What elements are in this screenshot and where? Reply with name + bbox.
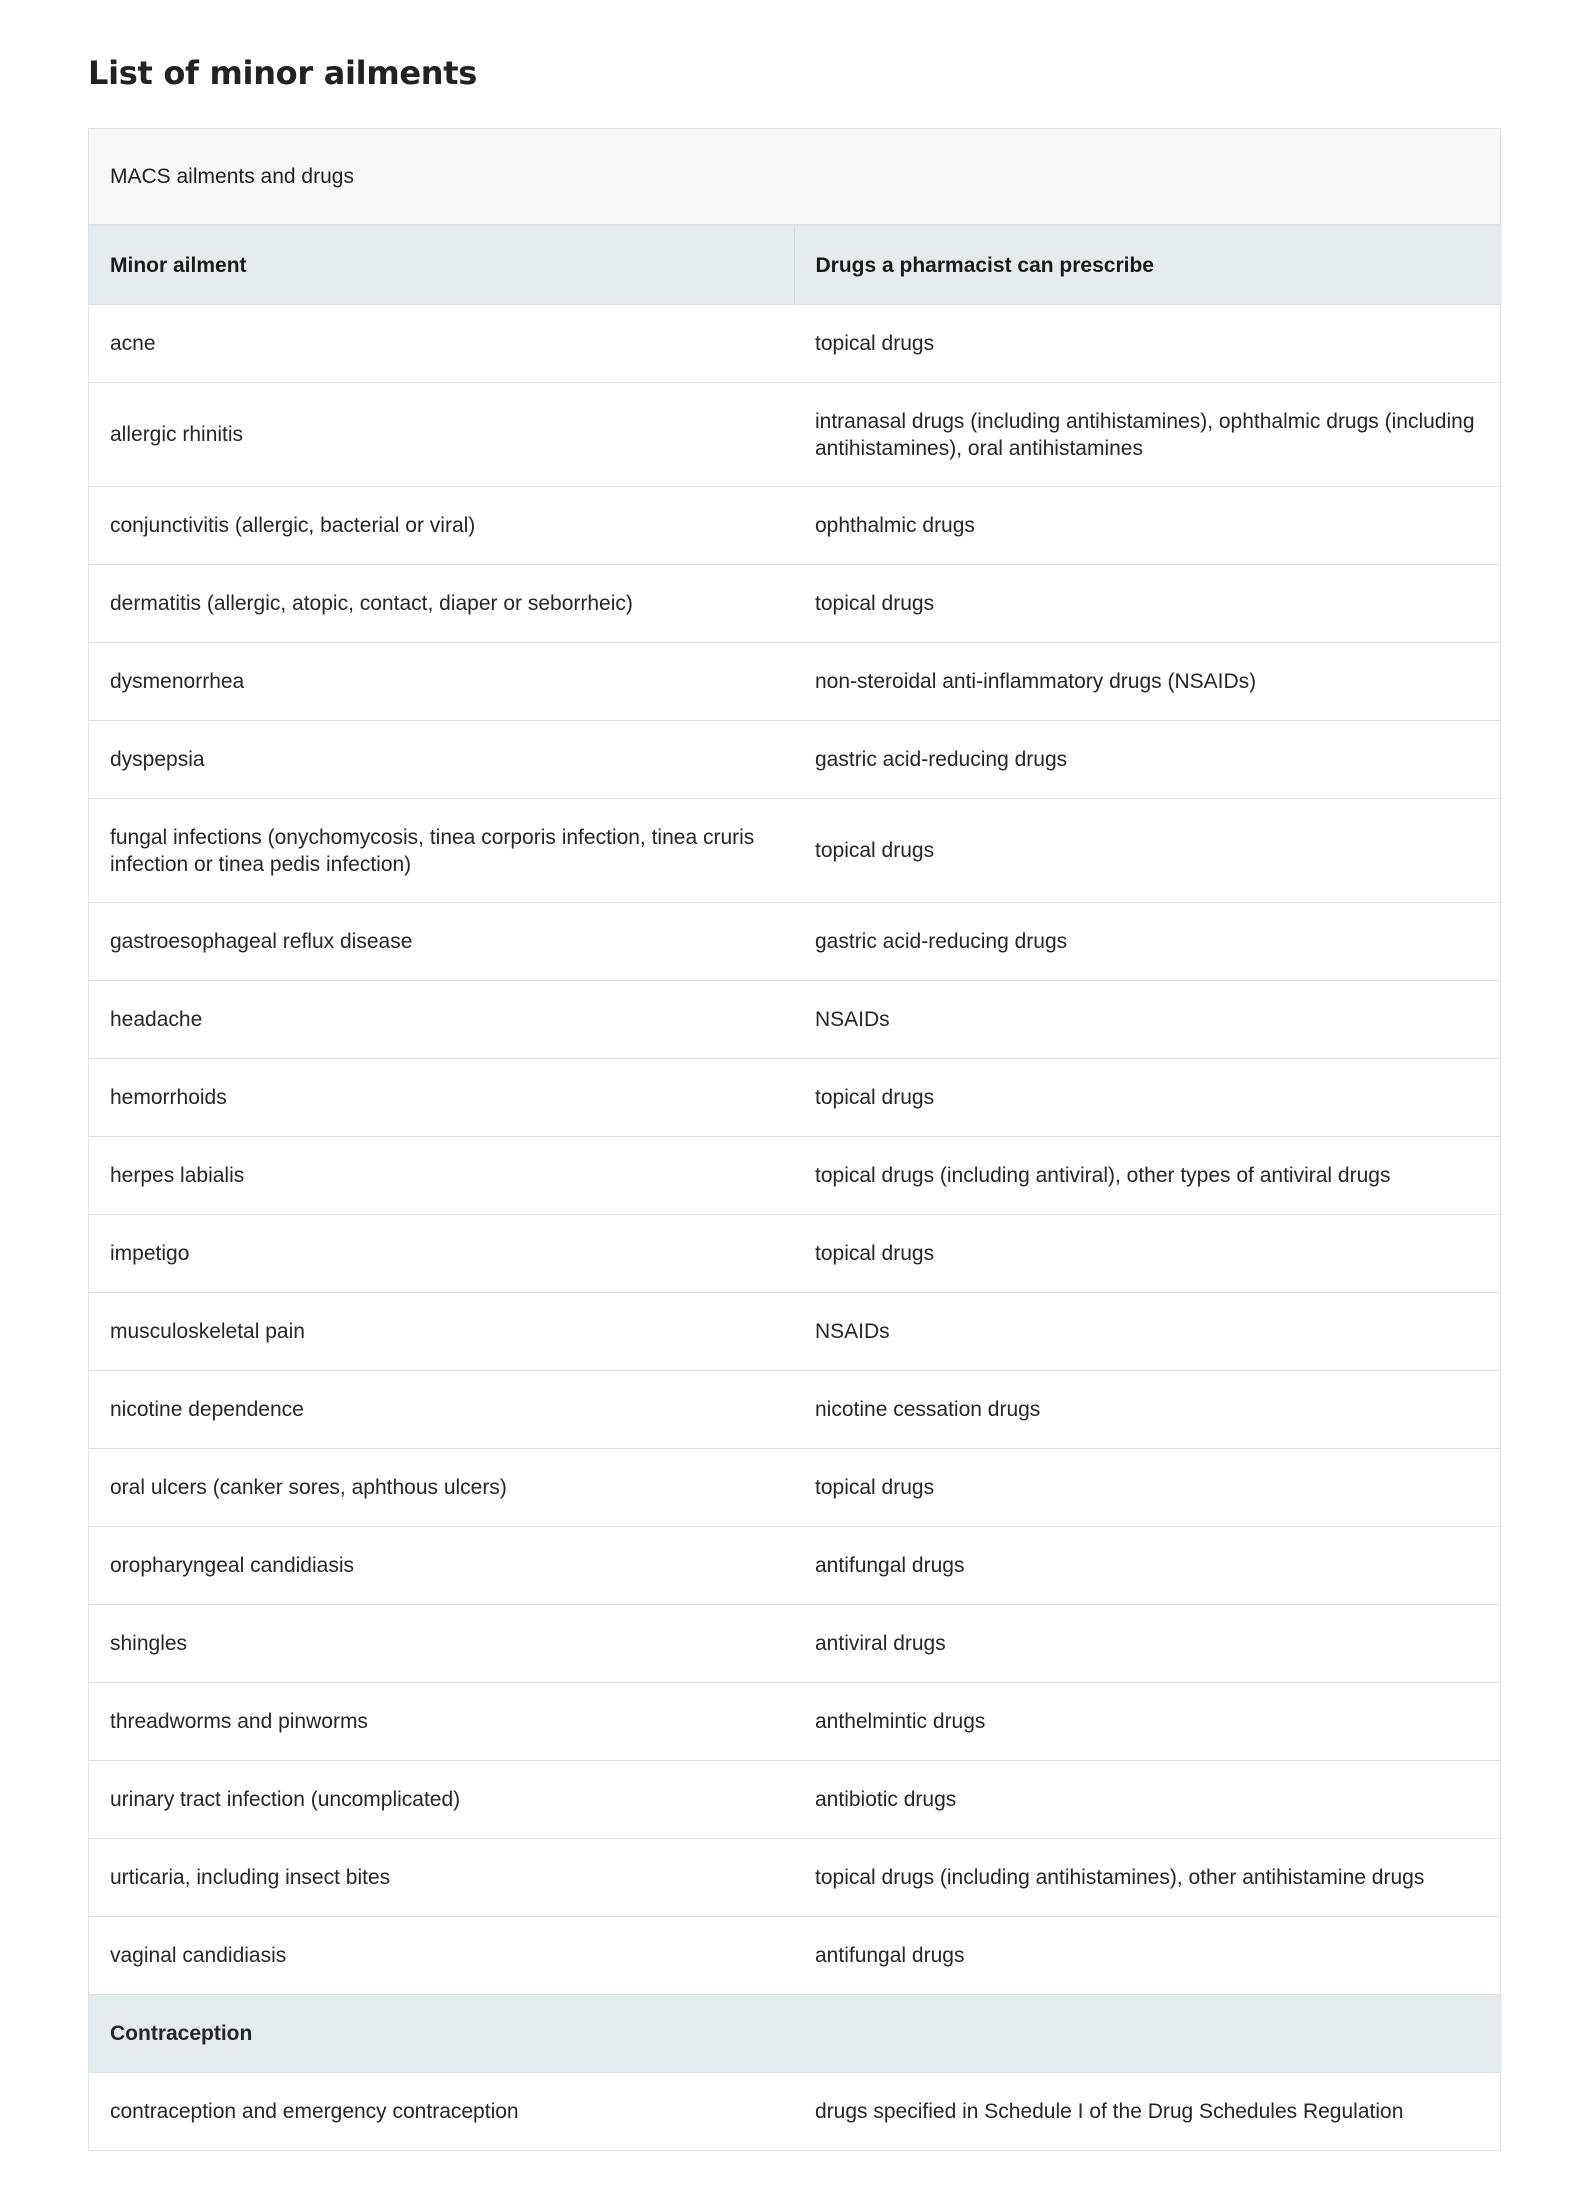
column-header-drugs: Drugs a pharmacist can prescribe [794,226,1500,305]
drugs-cell: NSAIDs [794,1293,1500,1371]
drugs-cell: topical drugs (including antiviral), other types of antiviral drugs [794,1137,1500,1215]
ailment-cell: nicotine dependence [89,1371,794,1449]
table-row [89,721,1500,799]
drugs-cell: nicotine cessation drugs [794,1371,1500,1449]
table-row [89,1761,1500,1839]
ailment-cell: contraception and emergency contraception [89,2073,794,2151]
ailment-cell: herpes labialis [89,1137,794,1215]
ailments-table [89,129,1500,2150]
table-body [89,305,1500,2151]
table-caption: MACS ailments and drugs [89,129,1500,225]
drugs-cell: antibiotic drugs [794,1761,1500,1839]
ailment-cell: musculoskeletal pain [89,1293,794,1371]
drugs-cell: NSAIDs [794,981,1500,1059]
ailment-cell: oral ulcers (canker sores, aphthous ulcers) [89,1449,794,1527]
ailment-cell: conjunctivitis (allergic, bacterial or viral) [89,487,794,565]
table-row [89,305,1500,383]
column-header-minor-ailment: Minor ailment [89,226,794,305]
ailment-cell: acne [89,305,794,383]
table-row [89,1449,1500,1527]
drugs-cell: topical drugs [794,565,1500,643]
ailment-cell: urinary tract infection (uncomplicated) [89,1761,794,1839]
section-header-contraception: Contraception [89,1995,1500,2073]
ailments-table-container [88,128,1501,2151]
table-row [89,981,1500,1059]
ailment-cell: urticaria, including insect bites [89,1839,794,1917]
drugs-cell: topical drugs [794,1215,1500,1293]
table-row [89,1371,1500,1449]
ailment-cell: oropharyngeal candidiasis [89,1527,794,1605]
section-header-row [89,1995,1500,2073]
page-title: List of minor ailments [88,54,477,92]
drugs-cell: gastric acid-reducing drugs [794,903,1500,981]
table-header-row [89,226,1500,305]
table-row [89,1137,1500,1215]
drugs-cell: topical drugs [794,799,1500,903]
table-row [89,1215,1500,1293]
drugs-cell: topical drugs [794,1449,1500,1527]
drugs-cell: intranasal drugs (including antihistamines), ophthalmic drugs (including antihistamines), oral antihistamines [794,383,1500,487]
drugs-cell: topical drugs [794,1059,1500,1137]
drugs-cell: antifungal drugs [794,1917,1500,1995]
ailment-cell: hemorrhoids [89,1059,794,1137]
drugs-cell: non-steroidal anti-inflammatory drugs (NSAIDs) [794,643,1500,721]
ailment-cell: dermatitis (allergic, atopic, contact, diaper or seborrheic) [89,565,794,643]
ailment-cell: fungal infections (onychomycosis, tinea corporis infection, tinea cruris infection or tinea pedis infection) [89,799,794,903]
table-row [89,1605,1500,1683]
table-row [89,1293,1500,1371]
table-row [89,383,1500,487]
table-row [89,565,1500,643]
ailment-cell: dyspepsia [89,721,794,799]
table-row [89,1059,1500,1137]
drugs-cell: antifungal drugs [794,1527,1500,1605]
table-row [89,2073,1500,2151]
drugs-cell: drugs specified in Schedule I of the Drug Schedules Regulation [794,2073,1500,2151]
table-row [89,1917,1500,1995]
table-row [89,1839,1500,1917]
ailment-cell: headache [89,981,794,1059]
ailment-cell: dysmenorrhea [89,643,794,721]
drugs-cell: topical drugs (including antihistamines), other antihistamine drugs [794,1839,1500,1917]
table-row [89,643,1500,721]
table-row [89,903,1500,981]
ailment-cell: vaginal candidiasis [89,1917,794,1995]
table-row [89,1683,1500,1761]
ailment-cell: impetigo [89,1215,794,1293]
ailment-cell: threadworms and pinworms [89,1683,794,1761]
drugs-cell: ophthalmic drugs [794,487,1500,565]
ailment-cell: gastroesophageal reflux disease [89,903,794,981]
drugs-cell: topical drugs [794,305,1500,383]
table-row [89,487,1500,565]
drugs-cell: gastric acid-reducing drugs [794,721,1500,799]
ailment-cell: shingles [89,1605,794,1683]
table-row [89,799,1500,903]
ailment-cell: allergic rhinitis [89,383,794,487]
table-row [89,1527,1500,1605]
drugs-cell: antiviral drugs [794,1605,1500,1683]
drugs-cell: anthelmintic drugs [794,1683,1500,1761]
